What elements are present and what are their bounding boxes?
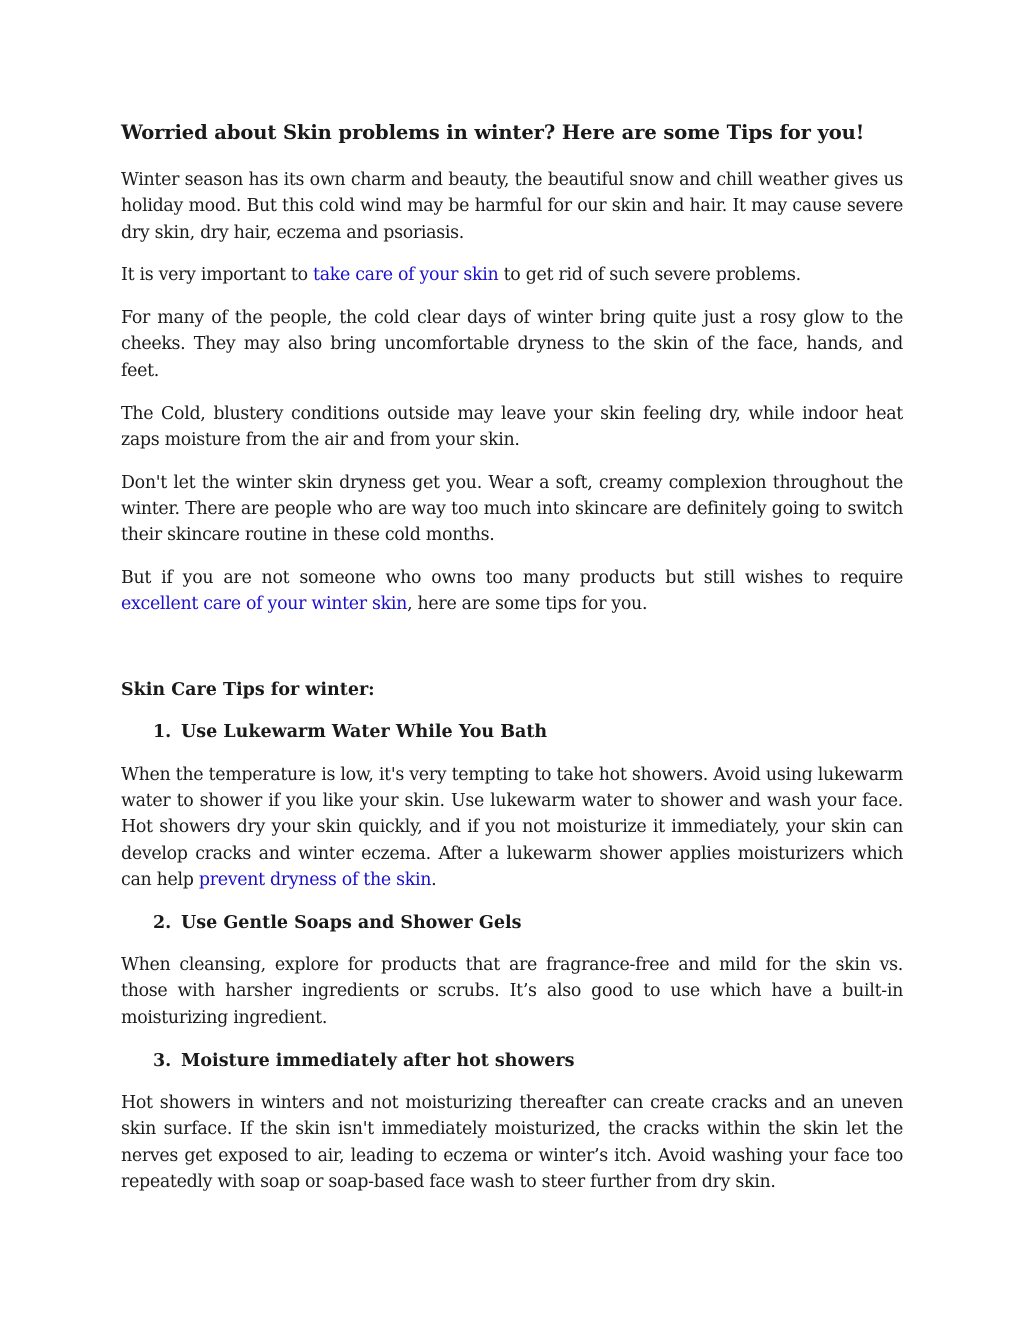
intro-paragraph-4: The Cold, blustery conditions outside may leave your skin feeling dry, while indoor heat zaps moisture from the air and from your skin.	[121, 403, 903, 450]
tip-heading-1	[153, 719, 903, 745]
tip-body-1-text-end: .	[431, 869, 437, 890]
intro-paragraph-6	[121, 565, 903, 618]
prevent-dryness-link[interactable]: prevent dryness of the skin	[198, 869, 432, 890]
winter-skin-care-link[interactable]: excellent care of your winter skin	[121, 594, 408, 615]
tip-heading-3	[153, 1048, 903, 1074]
tip-number: 1.	[153, 722, 172, 743]
page-title: Worried about Skin problems in winter? Here are some Tips for you!	[121, 121, 865, 144]
tip-body-1	[121, 762, 903, 893]
tip-body-3: Hot showers in winters and not moisturizing thereafter can create cracks and an uneven skin surface. If the skin isn't immediately moisturized, the cracks within the skin let the nerves get exposed to air, leading to eczema or winter’s itch. Avoid washing your face too repeatedly with soap or soap-based face wash to steer further from dry skin.	[121, 1093, 903, 1192]
intro-paragraph-2-text-end: to get rid of such severe problems.	[498, 265, 801, 286]
intro-paragraph-2-text-start: It is very important to	[121, 265, 314, 286]
tip-heading-text: Use Lukewarm Water While You Bath	[181, 722, 548, 743]
intro-paragraph-1: Winter season has its own charm and beauty, the beautiful snow and chill weather gives us holiday mood. But this cold wind may be harmful for our skin and hair. It may cause severe dry skin, dry hair, eczema and psoriasis.	[121, 170, 903, 243]
document-page	[121, 113, 903, 1212]
tip-number: 2.	[153, 912, 172, 933]
tip-heading-text: Moisture immediately after hot showers	[181, 1050, 575, 1071]
tip-number: 3.	[153, 1050, 172, 1071]
tip-body-1-text-start: When the temperature is low, it's very tempting to take hot showers. Avoid using lukewarm water to shower if you like your skin. Use lukewarm water to shower and wash your face. Hot showers dry your skin quickly, and if you not moisturize it immediately, your skin can develop cracks and winter eczema. After a lukewarm shower applies moisturizers which can help	[121, 764, 903, 890]
intro-paragraph-5: Don't let the winter skin dryness get you. Wear a soft, creamy complexion throughout the winter. There are people who are way too much into skincare are definitely going to switch their skincare routine in these cold months.	[121, 472, 903, 546]
section-spacer	[121, 634, 903, 677]
intro-paragraph-6-text-start: But if you are not someone who owns too many products but still wishes to require	[121, 568, 903, 589]
tip-heading-2	[153, 910, 903, 936]
tip-body-2: When cleansing, explore for products that are fragrance-free and mild for the skin vs. those with harsher ingredients or scrubs. It’s also good to use which have a built-in moisturizing ingredient.	[121, 955, 903, 1028]
intro-paragraph-3: For many of the people, the cold clear days of winter bring quite just a rosy glow to the cheeks. They may also bring uncomfortable dryness to the skin of the face, hands, and feet.	[121, 308, 903, 381]
take-care-of-skin-link[interactable]: take care of your skin	[313, 265, 499, 286]
section-heading: Skin Care Tips for winter:	[121, 680, 375, 701]
intro-paragraph-2	[121, 262, 903, 288]
tip-heading-text: Use Gentle Soaps and Shower Gels	[181, 912, 522, 933]
intro-paragraph-6-text-end: , here are some tips for you.	[407, 594, 648, 615]
